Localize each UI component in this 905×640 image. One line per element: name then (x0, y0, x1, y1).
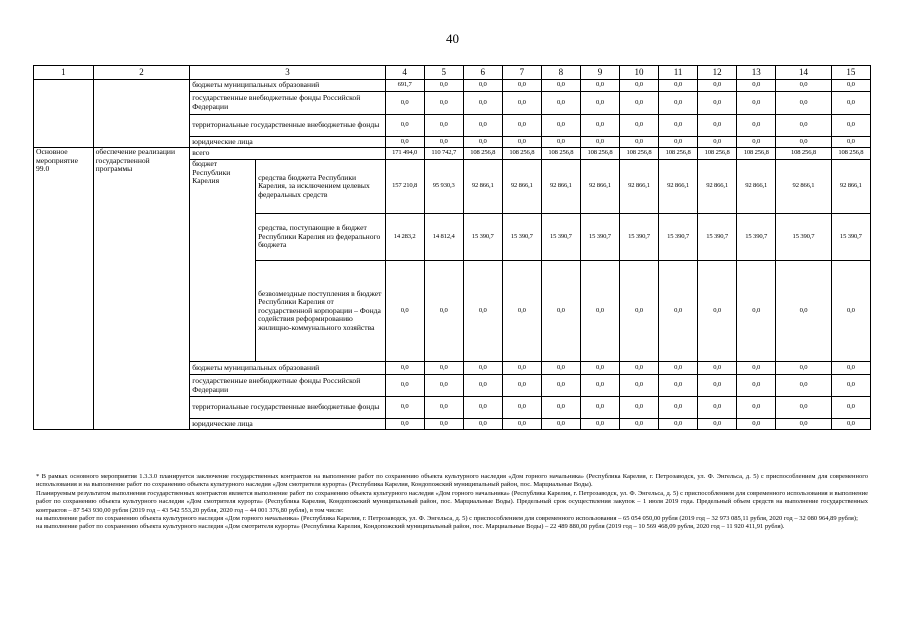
value-cell: 0,0 (619, 92, 658, 115)
value-cell: 0,0 (659, 80, 698, 92)
empty-cell (34, 80, 94, 148)
value-cell: 108 256,8 (659, 148, 698, 160)
value-cell: 108 256,8 (619, 148, 658, 160)
value-cell: 0,0 (776, 419, 832, 430)
value-cell: 0,0 (580, 92, 619, 115)
value-cell: 0,0 (541, 362, 580, 375)
source-label: государственные внебюджетные фонды Российской Федерации (190, 375, 385, 397)
footnote-paragraph: на выполнение работ по сохранению объекта культурного наследия «Дом смотрителя курорта» (Республика Карелия, Кондопожский муниципальный район, пос. Марциальные Воды) – 22 489 880,00 рубля (2019 год – 10 569 468,09 рубля, 2020 год – 11 920 411,91 рубля). (36, 523, 785, 531)
source-label: территориальные государственные внебюджетные фонды (190, 397, 385, 419)
value-cell: 0,0 (776, 92, 832, 115)
value-cell: 0,0 (619, 261, 658, 362)
value-cell: 0,0 (541, 137, 580, 148)
value-cell: 171 494,0 (385, 148, 424, 160)
value-cell: 0,0 (502, 92, 541, 115)
table-row (34, 80, 871, 92)
value-cell: 0,0 (385, 375, 424, 397)
value-cell: 0,0 (659, 137, 698, 148)
value-cell: 0,0 (737, 261, 776, 362)
value-cell: 0,0 (698, 419, 737, 430)
value-cell: 0,0 (463, 261, 502, 362)
value-cell: 0,0 (776, 80, 832, 92)
value-cell: 0,0 (502, 362, 541, 375)
value-cell: 0,0 (737, 362, 776, 375)
value-cell: 0,0 (659, 92, 698, 115)
value-cell: 0,0 (424, 80, 463, 92)
value-cell: 0,0 (502, 261, 541, 362)
value-cell: 0,0 (541, 375, 580, 397)
value-cell: 0,0 (698, 397, 737, 419)
value-cell: 0,0 (463, 137, 502, 148)
value-cell: 0,0 (619, 375, 658, 397)
value-cell: 0,0 (580, 115, 619, 137)
value-cell: 92 866,1 (776, 160, 832, 214)
value-cell: 0,0 (659, 261, 698, 362)
value-cell: 108 256,8 (831, 148, 870, 160)
value-cell: 0,0 (659, 419, 698, 430)
value-cell: 0,0 (698, 362, 737, 375)
value-cell: 0,0 (776, 375, 832, 397)
value-cell: 157 210,8 (385, 160, 424, 214)
value-cell: 0,0 (463, 92, 502, 115)
source-label: бюджеты муниципальных образований (190, 80, 385, 92)
value-cell: 0,0 (831, 261, 870, 362)
value-cell: 0,0 (659, 397, 698, 419)
value-cell: 92 866,1 (659, 160, 698, 214)
value-cell: 0,0 (424, 397, 463, 419)
value-cell: 0,0 (831, 80, 870, 92)
value-cell: 0,0 (737, 397, 776, 419)
value-cell: 0,0 (463, 80, 502, 92)
value-cell: 0,0 (385, 362, 424, 375)
value-cell: 0,0 (698, 92, 737, 115)
value-cell: 0,0 (424, 115, 463, 137)
value-cell: 0,0 (619, 419, 658, 430)
value-cell: 92 866,1 (502, 160, 541, 214)
value-cell: 0,0 (541, 92, 580, 115)
value-cell: 92 866,1 (737, 160, 776, 214)
source-label: юридические лица (190, 419, 385, 430)
value-cell: 0,0 (659, 375, 698, 397)
value-cell: 0,0 (424, 92, 463, 115)
value-cell: 0,0 (659, 115, 698, 137)
value-cell: 0,0 (831, 362, 870, 375)
value-cell: 0,0 (502, 80, 541, 92)
value-cell: 0,0 (424, 419, 463, 430)
value-cell: 0,0 (580, 362, 619, 375)
column-header: 9 (580, 66, 619, 80)
value-cell: 0,0 (698, 137, 737, 148)
source-label: государственные внебюджетные фонды Российской Федерации (190, 92, 385, 115)
value-cell: 0,0 (776, 397, 832, 419)
source-label: средства бюджета Республики Карелия, за исключением целевых федеральных средств (256, 160, 386, 214)
value-cell: 0,0 (463, 397, 502, 419)
value-cell: 92 866,1 (619, 160, 658, 214)
value-cell: 0,0 (424, 261, 463, 362)
value-cell: 0,0 (385, 92, 424, 115)
value-cell: 15 390,7 (831, 214, 870, 261)
value-cell: 0,0 (580, 137, 619, 148)
footnote-paragraph: Планируемым результатом выполнения государственных контрактов является выполнение работ по сохранению объекта культурного наследия «Дом горного начальника» (Республика Карелия, г. Петрозаводск, ул. Ф. Энгельса, д. 5) с приспособлением для современного использования и выполнение работ по сохранению объекта культурного наследия «Дом смотрителя курорта» (Республика Карелия, Кондопожский муниципальный район, пос. Марциальные Воды). Предельный срок осуществления закупок – 1 июля 2019 года. Предельный объем средств на выполнение государственных контрактов – 87 543 930,00 рубля (2019 год – 43 542 553,20 рубля, 2020 год – 44 001 376,80 рубля), в том числе: (36, 489, 868, 514)
value-cell: 0,0 (580, 397, 619, 419)
value-cell: 0,0 (463, 419, 502, 430)
source-label: средства, поступающие в бюджет Республики Карелия из федерального бюджета (256, 214, 386, 261)
value-cell: 0,0 (831, 375, 870, 397)
column-header: 2 (93, 66, 190, 80)
value-cell: 0,0 (698, 115, 737, 137)
value-cell: 0,0 (385, 115, 424, 137)
value-cell: 110 742,7 (424, 148, 463, 160)
value-cell: 0,0 (463, 375, 502, 397)
value-cell: 0,0 (541, 261, 580, 362)
value-cell: 0,0 (698, 261, 737, 362)
value-cell: 0,0 (580, 375, 619, 397)
column-header: 4 (385, 66, 424, 80)
column-header: 8 (541, 66, 580, 80)
value-cell: 0,0 (831, 419, 870, 430)
source-label: бюджеты муниципальных образований (190, 362, 385, 375)
value-cell: 0,0 (619, 80, 658, 92)
value-cell: 0,0 (776, 115, 832, 137)
value-cell: 108 256,8 (580, 148, 619, 160)
value-cell: 0,0 (385, 137, 424, 148)
value-cell: 108 256,8 (698, 148, 737, 160)
column-header: 6 (463, 66, 502, 80)
source-label: территориальные государственные внебюджетные фонды (190, 115, 385, 137)
value-cell: 0,0 (831, 397, 870, 419)
total-label: всего (190, 148, 385, 160)
value-cell: 0,0 (737, 80, 776, 92)
value-cell: 0,0 (502, 375, 541, 397)
value-cell: 0,0 (619, 362, 658, 375)
value-cell: 0,0 (831, 137, 870, 148)
value-cell: 0,0 (502, 397, 541, 419)
value-cell: 0,0 (502, 115, 541, 137)
value-cell: 95 930,3 (424, 160, 463, 214)
budget-table (33, 65, 871, 430)
value-cell: 92 866,1 (580, 160, 619, 214)
value-cell: 0,0 (737, 115, 776, 137)
value-cell: 0,0 (385, 419, 424, 430)
column-header: 11 (659, 66, 698, 80)
value-cell: 0,0 (424, 362, 463, 375)
value-cell: 14 812,4 (424, 214, 463, 261)
value-cell: 108 256,8 (502, 148, 541, 160)
value-cell: 108 256,8 (463, 148, 502, 160)
value-cell: 0,0 (619, 137, 658, 148)
value-cell: 0,0 (776, 261, 832, 362)
value-cell: 15 390,7 (541, 214, 580, 261)
footnotes (36, 473, 868, 532)
footnote-paragraph: на выполнение работ по сохранению объекта культурного наследия «Дом горного начальника» (Республика Карелия, г. Петрозаводск, ул. Ф. Энгельса, д. 5) с приспособлением для современного использования – 65 054 050,00 рубля (2019 год – 32 973 085,11 рубля, 2020 год – 32 080 964,89 рубля); (36, 515, 858, 523)
value-cell: 0,0 (659, 362, 698, 375)
page-number: 40 (446, 31, 459, 46)
value-cell: 0,0 (619, 115, 658, 137)
empty-cell (93, 80, 190, 148)
value-cell: 15 390,7 (463, 214, 502, 261)
budget-label: бюджет Республики Карелия (190, 160, 256, 362)
column-header: 12 (698, 66, 737, 80)
value-cell: 108 256,8 (776, 148, 832, 160)
value-cell: 0,0 (385, 261, 424, 362)
value-cell: 0,0 (737, 137, 776, 148)
value-cell: 0,0 (776, 137, 832, 148)
table-row (34, 148, 871, 160)
source-label: юридические лица (190, 137, 385, 148)
value-cell: 14 283,2 (385, 214, 424, 261)
value-cell: 92 866,1 (463, 160, 502, 214)
value-cell: 0,0 (619, 397, 658, 419)
value-cell: 0,0 (502, 137, 541, 148)
value-cell: 92 866,1 (541, 160, 580, 214)
column-header: 7 (502, 66, 541, 80)
value-cell: 0,0 (502, 419, 541, 430)
value-cell: 0,0 (424, 137, 463, 148)
column-header: 5 (424, 66, 463, 80)
value-cell: 0,0 (541, 419, 580, 430)
column-header: 13 (737, 66, 776, 80)
measure-description: обеспечение реализации государственной программы (93, 148, 190, 430)
value-cell: 15 390,7 (659, 214, 698, 261)
value-cell: 15 390,7 (619, 214, 658, 261)
value-cell: 0,0 (831, 92, 870, 115)
measure-title: Основное мероприятие 99.0 (34, 148, 94, 430)
value-cell: 0,0 (698, 80, 737, 92)
value-cell: 15 390,7 (580, 214, 619, 261)
value-cell: 108 256,8 (541, 148, 580, 160)
value-cell: 0,0 (385, 397, 424, 419)
value-cell: 15 390,7 (737, 214, 776, 261)
value-cell: 0,0 (463, 115, 502, 137)
value-cell: 0,0 (580, 261, 619, 362)
source-label: безвозмездные поступления в бюджет Республики Карелия от государственной корпорации – Фонда содействия реформированию жилищно-коммунального хозяйства (256, 261, 386, 362)
value-cell: 0,0 (737, 375, 776, 397)
value-cell: 15 390,7 (698, 214, 737, 261)
value-cell: 0,0 (698, 375, 737, 397)
column-header: 1 (34, 66, 94, 80)
value-cell: 0,0 (541, 397, 580, 419)
value-cell: 108 256,8 (737, 148, 776, 160)
value-cell: 0,0 (737, 92, 776, 115)
value-cell: 0,0 (541, 80, 580, 92)
header-row (34, 66, 871, 80)
value-cell: 0,0 (580, 419, 619, 430)
column-header: 3 (190, 66, 385, 80)
value-cell: 92 866,1 (831, 160, 870, 214)
value-cell: 92 866,1 (698, 160, 737, 214)
value-cell: 15 390,7 (502, 214, 541, 261)
value-cell: 0,0 (541, 115, 580, 137)
value-cell: 0,0 (737, 419, 776, 430)
value-cell: 691,7 (385, 80, 424, 92)
footnote-paragraph: * В рамках основного мероприятия 1.3.3.0 планируется заключение государственных контрактов на выполнение работ по сохранению объекта культурного наследия «Дом горного начальника» (Республика Карелия, г. Петрозаводск, ул. Ф. Энгельса, д. 5) с приспособлением для современного использования и на выполнение работ по сохранению объекта культурного наследия «Дом смотрителя курорта» (Республика Карелия, Кондопожский муниципальный район, пос. Марциальные Воды). (36, 473, 868, 489)
column-header: 14 (776, 66, 832, 80)
value-cell: 0,0 (776, 362, 832, 375)
value-cell: 15 390,7 (776, 214, 832, 261)
value-cell: 0,0 (831, 115, 870, 137)
value-cell: 0,0 (580, 80, 619, 92)
column-header: 15 (831, 66, 870, 80)
value-cell: 0,0 (463, 362, 502, 375)
column-header: 10 (619, 66, 658, 80)
value-cell: 0,0 (424, 375, 463, 397)
